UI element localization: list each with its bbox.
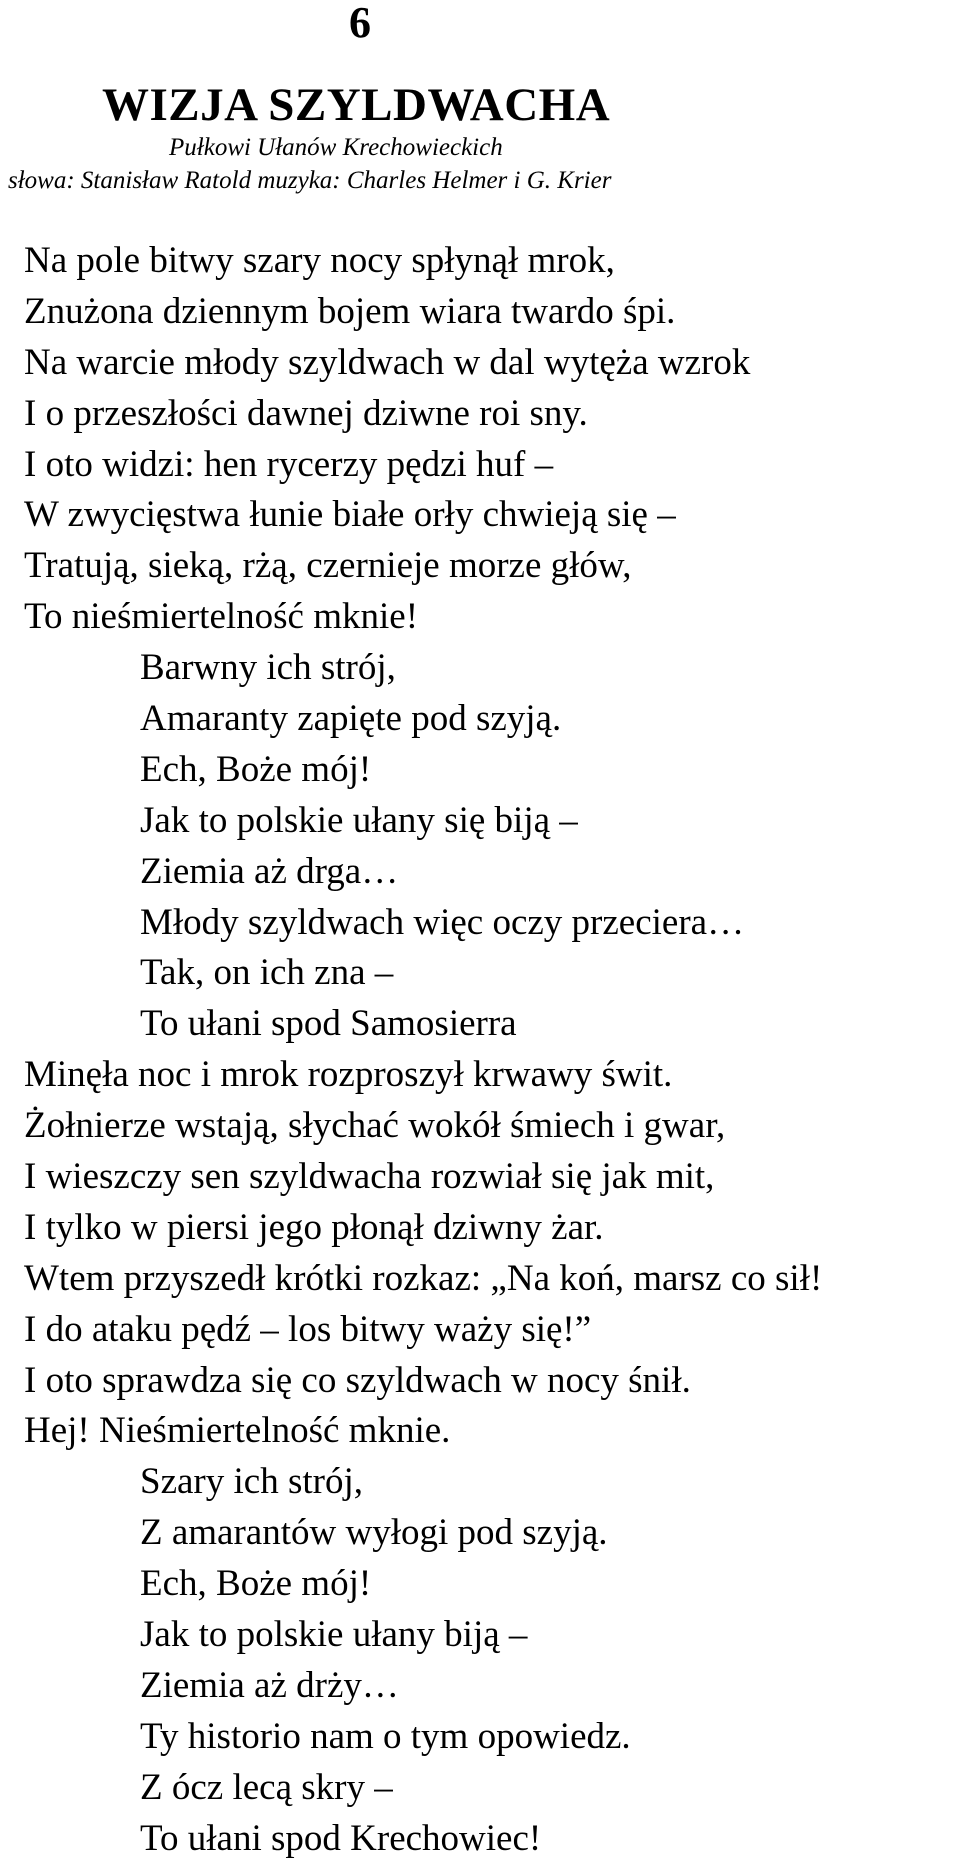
lyric-line: Barwny ich strój, bbox=[140, 647, 396, 689]
lyric-line: I oto sprawdza się co szyldwach w nocy śnił. bbox=[24, 1359, 691, 1401]
page-number: 6 bbox=[349, 0, 371, 47]
lyric-line: Tak, on ich zna – bbox=[140, 952, 394, 994]
lyric-line: Tratują, sieką, rżą, czernieje morze głów, bbox=[24, 545, 632, 587]
lyric-line: I o przeszłości dawnej dziwne roi sny. bbox=[24, 392, 588, 434]
lyric-line: To nieśmiertelność mknie! bbox=[24, 596, 419, 638]
lyric-line: Na warcie młody szyldwach w dal wytęża wzrok bbox=[24, 341, 751, 383]
lyric-line: Ech, Boże mój! bbox=[140, 748, 372, 790]
lyric-line: Ziemia aż drży… bbox=[140, 1664, 399, 1706]
lyric-line: Jak to polskie ułany się biją – bbox=[140, 799, 578, 841]
lyric-line: Młody szyldwach więc oczy przeciera… bbox=[140, 901, 745, 943]
lyric-line: I do ataku pędź – los bitwy waży się!” bbox=[24, 1308, 592, 1350]
lyric-line: Wtem przyszedł krótki rozkaz: „Na koń, marsz co sił! bbox=[24, 1257, 823, 1299]
lyric-line: Znużona dziennym bojem wiara twardo śpi. bbox=[24, 290, 676, 332]
lyric-line: Jak to polskie ułany biją – bbox=[140, 1614, 528, 1656]
lyric-line: Ech, Boże mój! bbox=[140, 1563, 372, 1605]
lyric-line: To ułani spod Samosierra bbox=[140, 1003, 517, 1045]
song-dedication: Pułkowi Ułanów Krechowieckich bbox=[169, 134, 503, 161]
lyric-line: I wieszczy sen szyldwacha rozwiał się jak mit, bbox=[24, 1156, 715, 1198]
lyric-line: W zwycięstwa łunie białe orły chwieją się – bbox=[24, 494, 676, 536]
lyric-line: Hej! Nieśmiertelność mknie. bbox=[24, 1410, 451, 1452]
lyric-line: Szary ich strój, bbox=[140, 1461, 363, 1503]
song-credits: słowa: Stanisław Ratold muzyka: Charles Helmer i G. Krier bbox=[8, 167, 612, 194]
lyric-line: Amaranty zapięte pod szyją. bbox=[140, 698, 562, 740]
lyric-line: Minęła noc i mrok rozproszył krwawy świt. bbox=[24, 1054, 673, 1096]
lyric-line: Żołnierze wstają, słychać wokół śmiech i gwar, bbox=[24, 1105, 726, 1147]
lyric-line: Z ócz lecą skry – bbox=[140, 1766, 393, 1808]
lyric-line: Ty historio nam o tym opowiedz. bbox=[140, 1715, 631, 1757]
lyric-line: I tylko w piersi jego płonął dziwny żar. bbox=[24, 1206, 604, 1248]
lyric-line: Ziemia aż drga… bbox=[140, 850, 399, 892]
lyric-line: To ułani spod Krechowiec! bbox=[140, 1817, 542, 1859]
lyric-line: I oto widzi: hen rycerzy pędzi huf – bbox=[24, 443, 554, 485]
lyric-line: Z amarantów wyłogi pod szyją. bbox=[140, 1512, 608, 1554]
lyrics-block bbox=[24, 236, 822, 1865]
lyric-line: Na pole bitwy szary nocy spłynął mrok, bbox=[24, 240, 615, 281]
song-title: WIZJA SZYLDWACHA bbox=[102, 79, 611, 131]
